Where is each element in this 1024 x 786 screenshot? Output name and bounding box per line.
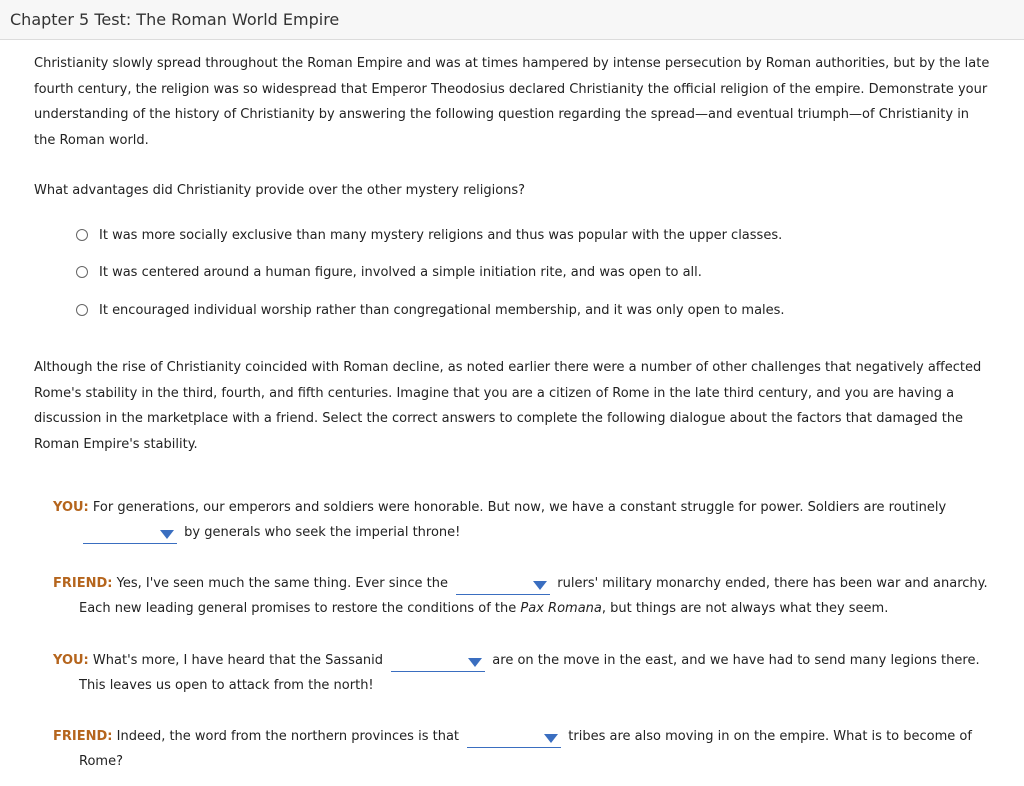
dropdown-arrow-icon[interactable]	[160, 530, 174, 539]
dropdown-4[interactable]	[467, 729, 561, 748]
dialogue-text: This leaves us open to attack from the north!	[79, 678, 374, 693]
dialogue-3-line-1	[53, 650, 980, 672]
option-label: It was more socially exclusive than many mystery religions and thus was popular with the upper classes.	[99, 227, 783, 243]
answer-option-1[interactable]	[76, 224, 782, 246]
speaker-you: YOU:	[53, 500, 89, 515]
speaker-you: YOU:	[53, 653, 89, 668]
dialogue-text: Indeed, the word from the northern provinces is that	[116, 729, 460, 744]
dropdown-2[interactable]	[456, 576, 550, 595]
dropdown-arrow-icon[interactable]	[468, 658, 482, 667]
option-label: It was centered around a human figure, involved a simple initiation rite, and was open to all.	[99, 264, 702, 280]
speaker-friend: FRIEND:	[53, 576, 113, 591]
dialogue-1-line-1	[53, 497, 946, 519]
dropdown-1[interactable]	[83, 525, 177, 544]
pax-romana-term: Pax Romana	[520, 601, 602, 616]
dialogue-text: tribes are also moving in on the empire. What is to become of	[568, 729, 972, 744]
dialogue-text: Yes, I've seen much the same thing. Ever since the	[116, 576, 448, 591]
dialogue-intro-paragraph: Although the rise of Christianity coincided with Roman decline, as noted earlier there were a number of other challenges that negatively affected Rome's stability in the third, fourth, and fifth centuries. Imagine that you are a citizen of Rome in the late third century, and you are having a discussion in the marketplace with a friend. Select the correct answers to complete the following dialogue about the factors that damaged the Roman Empire's stability.	[34, 360, 982, 452]
dialogue-4-line-2	[79, 751, 123, 773]
option-label: It encouraged individual worship rather than congregational membership, and it was only open to males.	[99, 302, 785, 318]
dialogue-text: are on the move in the east, and we have had to send many legions there.	[492, 653, 980, 668]
dialogue-text: rulers' military monarchy ended, there has been war and anarchy.	[557, 576, 988, 591]
intro-paragraph: Christianity slowly spread throughout the Roman Empire and was at times hampered by intense persecution by Roman authorities, but by the late fourth century, the religion was so widespread that Emperor Theodosius declared Christianity the official religion of the empire. Demonstrate your understanding of the history of Christianity by answering the following question regarding the spread—and eventual triumph—of Christianity in the Roman world.	[34, 56, 990, 148]
dropdown-arrow-icon[interactable]	[544, 734, 558, 743]
dialogue-3-line-2	[79, 675, 374, 697]
dialogue-text: What's more, I have heard that the Sassanid	[92, 653, 384, 668]
radio-button[interactable]	[76, 229, 88, 241]
page-header	[0, 0, 1024, 40]
dialogue-text: , but things are not always what they seem.	[601, 601, 889, 616]
radio-button[interactable]	[76, 266, 88, 278]
dialogue-text: by generals who seek the imperial throne!	[184, 525, 461, 540]
radio-button[interactable]	[76, 304, 88, 316]
answer-option-2[interactable]	[76, 261, 702, 283]
dialogue-text: Rome?	[79, 754, 123, 769]
dialogue-2-line-1	[53, 573, 988, 595]
dropdown-3[interactable]	[391, 653, 485, 672]
question-text: What advantages did Christianity provide over the other mystery religions?	[34, 183, 526, 198]
dropdown-arrow-icon[interactable]	[533, 581, 547, 590]
dialogue-4-line-1	[53, 726, 972, 748]
page-title: Chapter 5 Test: The Roman World Empire	[10, 10, 340, 29]
dialogue-text: For generations, our emperors and soldiers were honorable. But now, we have a constant struggle for power. Soldiers are routinely	[92, 500, 947, 515]
speaker-friend: FRIEND:	[53, 729, 113, 744]
dialogue-text: Each new leading general promises to restore the conditions of the	[79, 601, 517, 616]
dialogue-2-line-2	[79, 598, 888, 620]
answer-option-3[interactable]	[76, 299, 785, 321]
dialogue-1-line-2	[83, 522, 460, 544]
